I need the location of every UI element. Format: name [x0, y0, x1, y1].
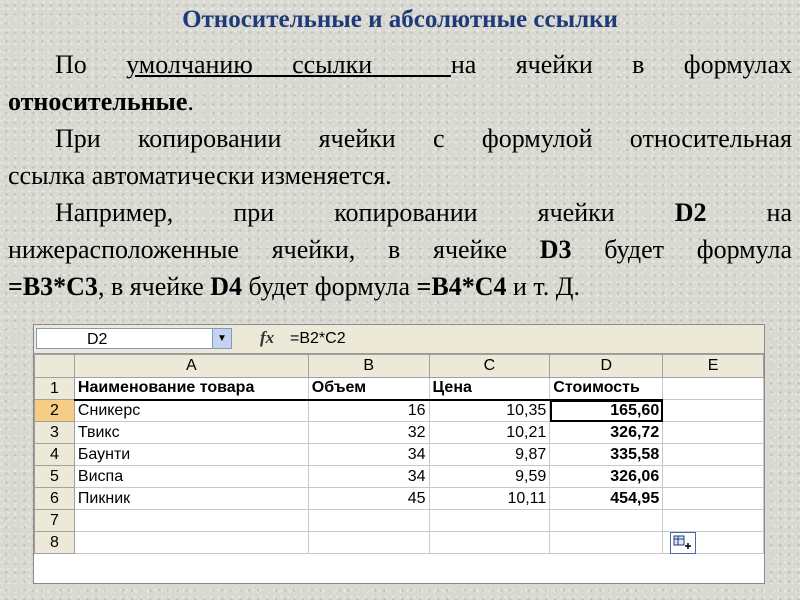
- table-row: [35, 378, 764, 400]
- table-row: [35, 400, 764, 422]
- cell[interactable]: 32: [308, 422, 429, 444]
- table-row: [35, 510, 764, 532]
- column-header-row: [35, 355, 764, 378]
- select-all-corner[interactable]: [35, 355, 75, 378]
- cell[interactable]: 335,58: [550, 444, 663, 466]
- paragraph-line: Например, при копировании ячейки D2 на: [55, 198, 792, 227]
- cell[interactable]: [663, 488, 764, 510]
- cell[interactable]: [663, 466, 764, 488]
- paragraph-copy-behavior: При копировании ячейки с формулой относительная ссылка автоматически изменяется.: [8, 124, 792, 190]
- row-header[interactable]: 3: [35, 422, 75, 444]
- cell[interactable]: 34: [308, 444, 429, 466]
- paragraph-line: нижерасположенные ячейки, в ячейке D3 будет формула: [8, 235, 792, 264]
- cell[interactable]: [663, 510, 764, 532]
- active-cell[interactable]: 165,60: [550, 400, 663, 422]
- dropdown-arrow-icon[interactable]: ▼: [212, 329, 231, 348]
- cell[interactable]: 45: [308, 488, 429, 510]
- cell[interactable]: [308, 510, 429, 532]
- cell[interactable]: 454,95: [550, 488, 663, 510]
- fx-icon[interactable]: fx: [260, 328, 275, 347]
- cell[interactable]: Наименование товара: [74, 378, 308, 400]
- cell[interactable]: 34: [308, 466, 429, 488]
- name-box[interactable]: D2 ▼: [36, 328, 232, 349]
- cell[interactable]: [550, 510, 663, 532]
- row-header[interactable]: 4: [35, 444, 75, 466]
- page-title: Относительные и абсолютные ссылки: [182, 6, 618, 33]
- cell[interactable]: 10,35: [429, 400, 550, 422]
- cell[interactable]: [550, 532, 663, 554]
- cell[interactable]: [663, 444, 764, 466]
- cell[interactable]: 9,59: [429, 466, 550, 488]
- row-header[interactable]: 1: [35, 378, 75, 400]
- paragraph-line: По умолчанию ссылки на ячейки в формулах: [55, 50, 793, 79]
- spreadsheet: [33, 324, 765, 584]
- cell[interactable]: 9,87: [429, 444, 550, 466]
- cell-grid: [34, 354, 764, 554]
- cell[interactable]: 10,11: [429, 488, 550, 510]
- paste-options-icon[interactable]: [670, 532, 696, 554]
- cell[interactable]: [429, 532, 550, 554]
- cell[interactable]: 326,72: [550, 422, 663, 444]
- table-row: [35, 466, 764, 488]
- cell[interactable]: Объем: [308, 378, 429, 400]
- underlined-text: умолчанию ссылки: [126, 50, 373, 79]
- row-header[interactable]: 7: [35, 510, 75, 532]
- paragraph-line: =B3*C3, в ячейке D4 будет формула =B4*C4 и т. Д.: [8, 272, 581, 301]
- paragraph-line: относительные.: [8, 87, 194, 116]
- cell[interactable]: [429, 510, 550, 532]
- table-row: [35, 532, 764, 554]
- cell[interactable]: 326,06: [550, 466, 663, 488]
- cell[interactable]: [74, 510, 308, 532]
- column-header-c[interactable]: C: [429, 355, 550, 378]
- row-header[interactable]: 6: [35, 488, 75, 510]
- column-header-e[interactable]: E: [663, 355, 764, 378]
- cell[interactable]: Пикник: [74, 488, 308, 510]
- cell[interactable]: [663, 378, 764, 400]
- cell[interactable]: [308, 532, 429, 554]
- paragraph-default-relative: [8, 46, 792, 120]
- cell[interactable]: [74, 532, 308, 554]
- formula-bar: [34, 325, 764, 354]
- cell[interactable]: Баунти: [74, 444, 308, 466]
- bold-term: относительные: [8, 87, 188, 116]
- cell[interactable]: Стоимость: [550, 378, 663, 400]
- cell[interactable]: Цена: [429, 378, 550, 400]
- table-row: [35, 444, 764, 466]
- cell[interactable]: [663, 422, 764, 444]
- paragraph-example: [8, 194, 792, 305]
- cell[interactable]: 10,21: [429, 422, 550, 444]
- cell[interactable]: [663, 400, 764, 422]
- table-row: [35, 488, 764, 510]
- cell[interactable]: Твикс: [74, 422, 308, 444]
- cell[interactable]: 16: [308, 400, 429, 422]
- cell[interactable]: Сникерс: [74, 400, 308, 422]
- cell[interactable]: Виспа: [74, 466, 308, 488]
- column-header-a[interactable]: A: [74, 355, 308, 378]
- column-header-b[interactable]: B: [308, 355, 429, 378]
- row-header[interactable]: 8: [35, 532, 75, 554]
- table-row: [35, 422, 764, 444]
- row-header[interactable]: 5: [35, 466, 75, 488]
- formula-input[interactable]: =B2*C2: [290, 330, 346, 347]
- row-header[interactable]: 2: [35, 400, 75, 422]
- column-header-d[interactable]: D: [550, 355, 663, 378]
